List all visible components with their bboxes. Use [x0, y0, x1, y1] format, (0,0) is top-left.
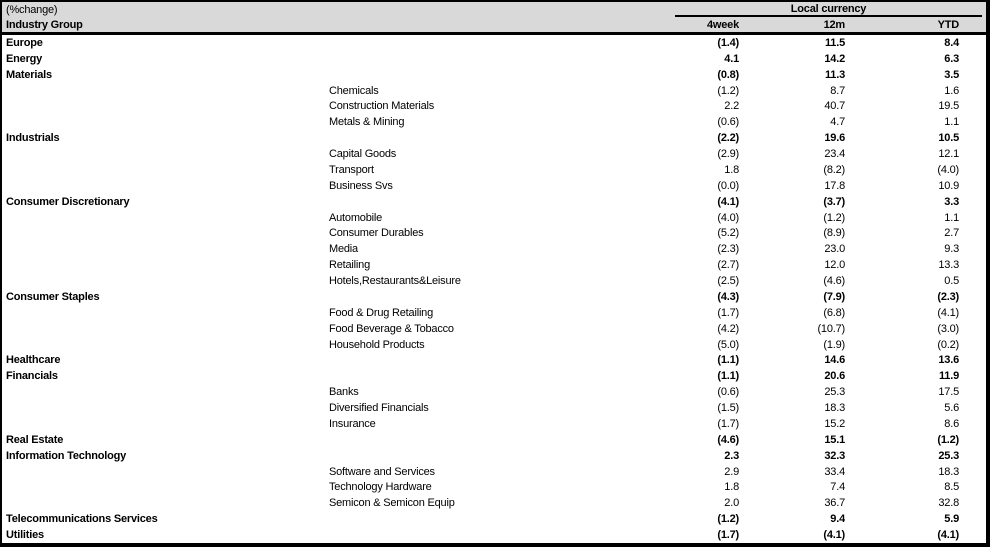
- cell-YTD: (0.2): [937, 338, 959, 351]
- table-row: [2, 114, 986, 130]
- cell-YTD: 11.9: [938, 370, 959, 383]
- cell-12m: 7.4: [830, 481, 845, 494]
- column-header-12m: 12m: [823, 19, 845, 31]
- table-row: [2, 130, 986, 146]
- cell-4week: (1.4): [717, 36, 739, 49]
- cell-YTD: (4.1): [937, 306, 959, 319]
- row-label: Utilities: [6, 529, 44, 542]
- table-row: [2, 289, 986, 305]
- cell-YTD: 13.6: [938, 354, 959, 367]
- cell-12m: 4.7: [830, 116, 845, 129]
- industry-group-column-header: Industry Group: [6, 19, 83, 31]
- cell-YTD: 8.5: [944, 481, 959, 494]
- cell-12m: (3.7): [823, 195, 845, 208]
- column-header-ytd: YTD: [937, 19, 959, 31]
- cell-12m: (1.9): [823, 338, 845, 351]
- cell-YTD: (1.2): [937, 433, 959, 446]
- table-row: [2, 162, 986, 178]
- cell-12m: 8.7: [830, 84, 845, 97]
- row-label: Retailing: [329, 259, 371, 272]
- cell-YTD: (4.0): [937, 163, 959, 176]
- cell-12m: (1.2): [823, 211, 845, 224]
- table-row: [2, 511, 986, 527]
- cell-4week: 4.1: [724, 52, 739, 65]
- table-row: [2, 178, 986, 194]
- cell-12m: (8.9): [823, 227, 845, 240]
- cell-YTD: 12.1: [938, 148, 959, 161]
- cell-12m: 23.0: [824, 243, 845, 256]
- cell-YTD: 19.5: [938, 100, 959, 113]
- row-label: Diversified Financials: [329, 402, 429, 415]
- cell-12m: (8.2): [823, 163, 845, 176]
- table-row: [2, 146, 986, 162]
- cell-YTD: (3.0): [937, 322, 959, 335]
- cell-4week: (4.6): [717, 433, 739, 446]
- row-label: Food Beverage & Tobacco: [329, 322, 454, 335]
- cell-YTD: 8.4: [944, 36, 959, 49]
- cell-4week: (4.2): [717, 322, 739, 335]
- header-row-columns: [2, 18, 986, 32]
- cell-YTD: 32.8: [938, 497, 959, 510]
- cell-4week: (1.7): [717, 417, 739, 430]
- cell-12m: (10.7): [817, 322, 845, 335]
- row-label: Consumer Durables: [329, 227, 424, 240]
- cell-YTD: 2.7: [944, 227, 959, 240]
- cell-YTD: 1.1: [944, 211, 959, 224]
- table-row: [2, 210, 986, 226]
- cell-YTD: 25.3: [938, 449, 959, 462]
- cell-4week: (2.5): [717, 275, 739, 288]
- cell-4week: 2.2: [724, 100, 739, 113]
- cell-12m: 32.3: [824, 449, 845, 462]
- cell-12m: 18.3: [824, 402, 845, 415]
- row-label: Banks: [329, 386, 359, 399]
- cell-4week: (4.3): [717, 290, 739, 303]
- row-label: Consumer Discretionary: [6, 195, 130, 208]
- row-label: Energy: [6, 52, 43, 65]
- table-row: [2, 99, 986, 115]
- cell-YTD: 3.3: [944, 195, 959, 208]
- table-row: [2, 416, 986, 432]
- header-row-top: [2, 2, 986, 18]
- cell-12m: 17.8: [824, 179, 845, 192]
- row-label: Financials: [6, 370, 58, 383]
- cell-12m: (4.6): [823, 275, 845, 288]
- row-label: Chemicals: [329, 84, 379, 97]
- cell-4week: 1.8: [724, 481, 739, 494]
- cell-4week: (2.3): [717, 243, 739, 256]
- cell-YTD: 5.6: [944, 402, 959, 415]
- cell-4week: (5.2): [717, 227, 739, 240]
- table-row: [2, 67, 986, 83]
- table-row: [2, 194, 986, 210]
- table-row: [2, 495, 986, 511]
- cell-YTD: 8.6: [944, 417, 959, 430]
- row-label: Food & Drug Retailing: [329, 306, 434, 319]
- table-row: [2, 337, 986, 353]
- cell-12m: 14.6: [824, 354, 845, 367]
- table-row: [2, 273, 986, 289]
- cell-12m: (7.9): [823, 290, 845, 303]
- cell-YTD: 10.5: [938, 132, 959, 145]
- cell-4week: (5.0): [717, 338, 739, 351]
- cell-12m: 23.4: [824, 148, 845, 161]
- cell-YTD: (4.1): [937, 529, 959, 542]
- cell-4week: 2.3: [724, 449, 739, 462]
- cell-YTD: 17.5: [938, 386, 959, 399]
- cell-12m: 20.6: [824, 370, 845, 383]
- cell-YTD: 5.9: [944, 513, 959, 526]
- row-label: Construction Materials: [329, 100, 435, 113]
- local-currency-group-header: Local currency: [675, 2, 982, 17]
- cell-4week: (2.7): [717, 259, 739, 272]
- cell-YTD: 1.6: [944, 84, 959, 97]
- cell-4week: (2.9): [717, 148, 739, 161]
- cell-12m: 12.0: [824, 259, 845, 272]
- cell-12m: 19.6: [824, 132, 845, 145]
- table-row: [2, 432, 986, 448]
- cell-12m: 9.4: [830, 513, 845, 526]
- cell-YTD: 0.5: [944, 275, 959, 288]
- cell-YTD: 1.1: [944, 116, 959, 129]
- cell-4week: (4.1): [717, 195, 739, 208]
- cell-4week: (2.2): [717, 132, 739, 145]
- row-label: Automobile: [329, 211, 383, 224]
- cell-4week: 1.8: [724, 163, 739, 176]
- table-row: [2, 464, 986, 480]
- table-row: [2, 35, 986, 51]
- table-body: [2, 35, 986, 543]
- table-row: [2, 321, 986, 337]
- cell-YTD: (2.3): [937, 290, 959, 303]
- row-label: Capital Goods: [329, 148, 397, 161]
- table-row: [2, 368, 986, 384]
- cell-YTD: 6.3: [944, 52, 959, 65]
- table-row: [2, 83, 986, 99]
- pct-change-label: (%change): [6, 4, 58, 16]
- cell-4week: (1.1): [717, 370, 739, 383]
- cell-12m: (6.8): [823, 306, 845, 319]
- cell-4week: (4.0): [717, 211, 739, 224]
- cell-12m: 36.7: [824, 497, 845, 510]
- cell-4week: (0.6): [717, 116, 739, 129]
- row-label: Telecommunications Services: [6, 513, 158, 526]
- row-label: Consumer Staples: [6, 290, 100, 303]
- table-row: [2, 257, 986, 273]
- cell-YTD: 13.3: [938, 259, 959, 272]
- table-row: [2, 480, 986, 496]
- table-row: [2, 305, 986, 321]
- cell-4week: (1.1): [717, 354, 739, 367]
- column-header-4week: 4week: [706, 19, 739, 31]
- cell-YTD: 10.9: [938, 179, 959, 192]
- row-label: Software and Services: [329, 465, 435, 478]
- cell-4week: (0.8): [717, 68, 739, 81]
- table-header: [2, 2, 986, 35]
- cell-12m: 15.1: [824, 433, 845, 446]
- cell-4week: (1.2): [717, 513, 739, 526]
- row-label: Insurance: [329, 417, 376, 430]
- table-row: [2, 527, 986, 543]
- row-label: Industrials: [6, 132, 60, 145]
- row-label: Semicon & Semicon Equip: [329, 497, 455, 510]
- row-label: Real Estate: [6, 433, 64, 446]
- cell-12m: 40.7: [824, 100, 845, 113]
- cell-12m: 15.2: [824, 417, 845, 430]
- cell-YTD: 3.5: [944, 68, 959, 81]
- cell-4week: 2.9: [724, 465, 739, 478]
- table-row: [2, 448, 986, 464]
- cell-4week: (1.5): [717, 402, 739, 415]
- table-row: [2, 400, 986, 416]
- cell-12m: 11.3: [824, 68, 845, 81]
- cell-YTD: 18.3: [938, 465, 959, 478]
- cell-12m: (4.1): [823, 529, 845, 542]
- cell-4week: (1.7): [717, 529, 739, 542]
- cell-4week: (1.7): [717, 306, 739, 319]
- table-row: [2, 241, 986, 257]
- row-label: Information Technology: [6, 449, 127, 462]
- row-label: Technology Hardware: [329, 481, 432, 494]
- row-label: Transport: [329, 163, 374, 176]
- table-row: [2, 51, 986, 67]
- cell-4week: 2.0: [724, 497, 739, 510]
- row-label: Business Svs: [329, 179, 393, 192]
- cell-12m: 25.3: [824, 386, 845, 399]
- row-label: Europe: [6, 36, 43, 49]
- table-row: [2, 353, 986, 369]
- cell-12m: 33.4: [824, 465, 845, 478]
- table-row: [2, 226, 986, 242]
- cell-4week: (0.0): [717, 179, 739, 192]
- row-label: Metals & Mining: [329, 116, 405, 129]
- row-label: Media: [329, 243, 358, 256]
- cell-4week: (1.2): [717, 84, 739, 97]
- cell-12m: 11.5: [824, 36, 845, 49]
- row-label: Hotels,Restaurants&Leisure: [329, 275, 461, 288]
- cell-YTD: 9.3: [944, 243, 959, 256]
- row-label: Materials: [6, 68, 52, 81]
- table-row: [2, 384, 986, 400]
- cell-4week: (0.6): [717, 386, 739, 399]
- row-label: Household Products: [329, 338, 425, 351]
- row-label: Healthcare: [6, 354, 61, 367]
- cell-12m: 14.2: [824, 52, 845, 65]
